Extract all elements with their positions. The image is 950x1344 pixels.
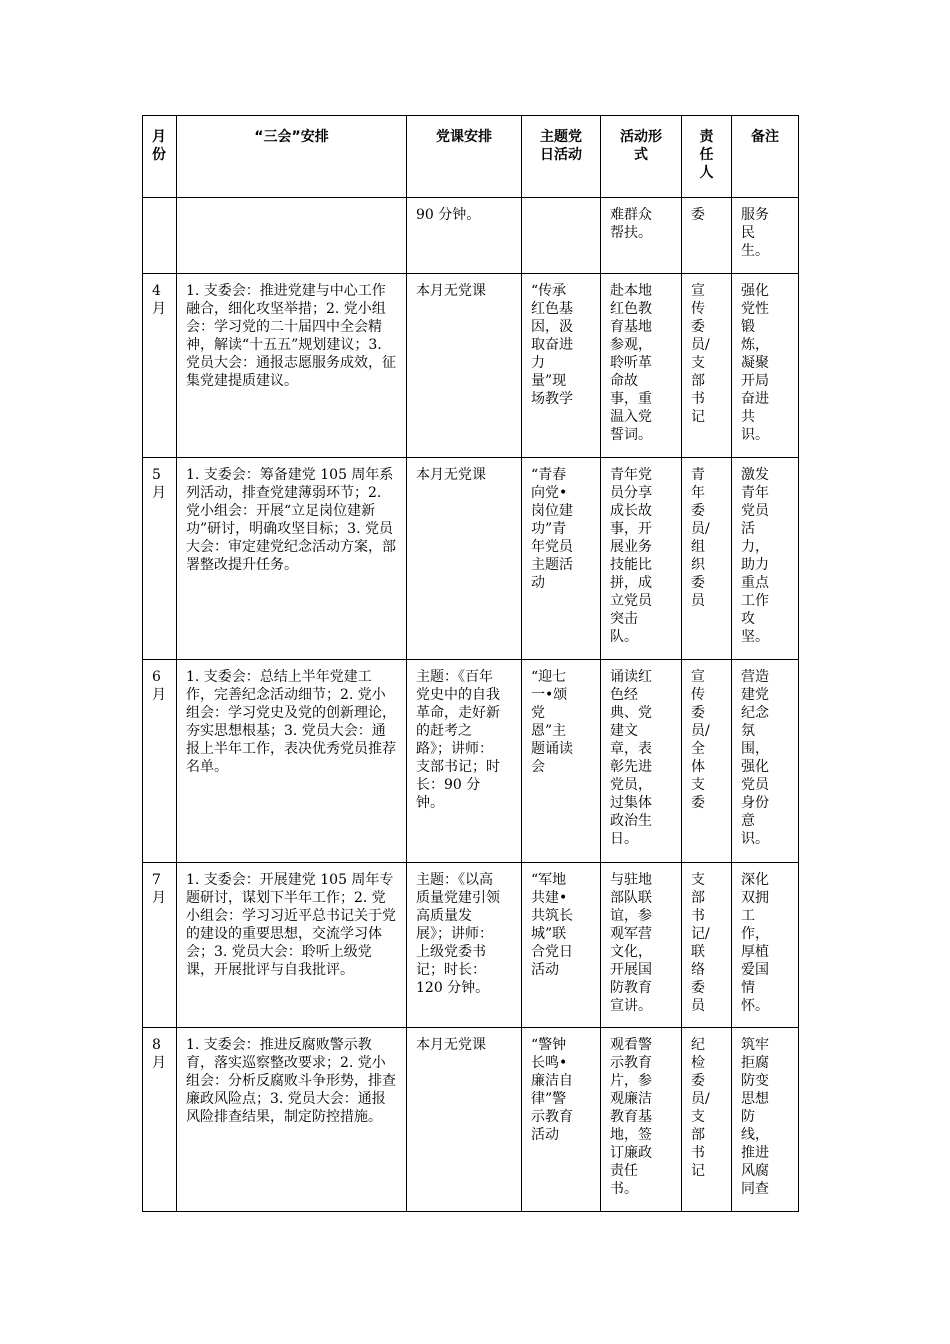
- cell-note: 服务 民 生。: [732, 198, 799, 274]
- cell-owner: 委: [682, 198, 732, 274]
- header-owner: 责 任 人: [682, 116, 732, 198]
- header-form: 活动形 式: [601, 116, 682, 198]
- table-row: [143, 660, 799, 863]
- cell-theme: [522, 198, 601, 274]
- cell-meetings: 1. 支委会：开展建党 105 周年专题研讨，谋划下半年工作；2. 党小组会：学习习近平总书记关于党的建设的重要思想，交流学习体会；3. 党员大会：聆听上级党课，开展批评与自我批评。: [177, 863, 407, 1028]
- cell-note: 激发 青年 党员 活 力， 助力 重点 工作 攻 坚。: [732, 458, 799, 660]
- header-note: 备注: [732, 116, 799, 198]
- cell-meetings: 1. 支委会：筹备建党 105 周年系列活动，排查党建薄弱环节；2. 党小组会：开展“立足岗位建新功”研讨，明确攻坚目标；3. 党员大会：审定建党纪念活动方案，部署整改提升任务。: [177, 458, 407, 660]
- cell-owner: 宣 传 委 员/ 全 体 支 委: [682, 660, 732, 863]
- table-row: [143, 458, 799, 660]
- cell-owner: 青 年 委 员/ 组 织 委 员: [682, 458, 732, 660]
- cell-lesson: 本月无党课: [407, 1028, 522, 1212]
- cell-owner: 支 部 书 记/ 联 络 委 员: [682, 863, 732, 1028]
- cell-theme: “传承 红色基 因，汲 取奋进 力 量”现 场教学: [522, 274, 601, 458]
- schedule-table: [142, 115, 799, 1212]
- cell-owner: 宣 传 委 员/ 支 部 书 记: [682, 274, 732, 458]
- table-row: [143, 274, 799, 458]
- cell-month: [143, 198, 177, 274]
- cell-form: 赴本地 红色教 育基地 参观， 聆听革 命故 事，重 温入党 誓词。: [601, 274, 682, 458]
- cell-note: 筑牢 拒腐 防变 思想 防 线， 推进 风腐 同查: [732, 1028, 799, 1212]
- cell-meetings: [177, 198, 407, 274]
- header-lesson: 党课安排: [407, 116, 522, 198]
- table-row: [143, 198, 799, 274]
- cell-form: 与驻地 部队联 谊，参 观军营 文化， 开展国 防教育 宣讲。: [601, 863, 682, 1028]
- cell-lesson: 本月无党课: [407, 458, 522, 660]
- cell-theme: “青春 向党• 岗位建 功”青 年党员 主题活 动: [522, 458, 601, 660]
- cell-month: 5 月: [143, 458, 177, 660]
- cell-meetings: 1. 支委会：总结上半年党建工作，完善纪念活动细节；2. 党小组会：学习党史及党的创新理论，夯实思想根基；3. 党员大会：通报上半年工作，表决优秀党员推荐名单。: [177, 660, 407, 863]
- header-month: 月 份: [143, 116, 177, 198]
- cell-note: 强化 党性 锻 炼， 凝聚 开局 奋进 共 识。: [732, 274, 799, 458]
- cell-note: 深化 双拥 工 作， 厚植 爱国 情 怀。: [732, 863, 799, 1028]
- table-row: [143, 1028, 799, 1212]
- cell-month: 8 月: [143, 1028, 177, 1212]
- header-row: [143, 116, 799, 198]
- cell-form: 观看警 示教育 片，参 观廉洁 教育基 地，签 订廉政 责任 书。: [601, 1028, 682, 1212]
- cell-month: 7 月: [143, 863, 177, 1028]
- cell-month: 6 月: [143, 660, 177, 863]
- cell-lesson: 本月无党课: [407, 274, 522, 458]
- cell-owner: 纪 检 委 员/ 支 部 书 记: [682, 1028, 732, 1212]
- header-theme: 主题党 日活动: [522, 116, 601, 198]
- cell-lesson: 主题：《百年 党史中的自我 革命，走好新 的赶考之 路》；讲师： 支部书记；时 长：90 分 钟。: [407, 660, 522, 863]
- header-meetings: “三会”安排: [177, 116, 407, 198]
- cell-form: 难群众 帮扶。: [601, 198, 682, 274]
- cell-lesson: 90 分钟。: [407, 198, 522, 274]
- cell-theme: “警钟 长鸣• 廉洁自 律”警 示教育 活动: [522, 1028, 601, 1212]
- cell-form: 青年党 员分享 成长故 事，开 展业务 技能比 拼，成 立党员 突击 队。: [601, 458, 682, 660]
- cell-month: 4 月: [143, 274, 177, 458]
- cell-meetings: 1. 支委会：推进党建与中心工作融合，细化攻坚举措；2. 党小组会：学习党的二十届四中全会精神，解读“十五五”规划建议；3. 党员大会：通报志愿服务成效，征集党建提质建议。: [177, 274, 407, 458]
- cell-form: 诵读红 色经 典、党 建文 章，表 彰先进 党员， 过集体 政治生 日。: [601, 660, 682, 863]
- table-row: [143, 863, 799, 1028]
- cell-theme: “迎七 一•颂 党 恩”主 题诵读 会: [522, 660, 601, 863]
- cell-lesson: 主题：《以高 质量党建引领 高质量发 展》；讲师： 上级党委书 记；时长： 120 分钟。: [407, 863, 522, 1028]
- cell-theme: “军地 共建• 共筑长 城”联 合党日 活动: [522, 863, 601, 1028]
- cell-meetings: 1. 支委会：推进反腐败警示教育，落实巡察整改要求；2. 党小组会：分析反腐败斗争形势，排查廉政风险点；3. 党员大会：通报风险排查结果，制定防控措施。: [177, 1028, 407, 1212]
- cell-note: 营造 建党 纪念 氛 围， 强化 党员 身份 意 识。: [732, 660, 799, 863]
